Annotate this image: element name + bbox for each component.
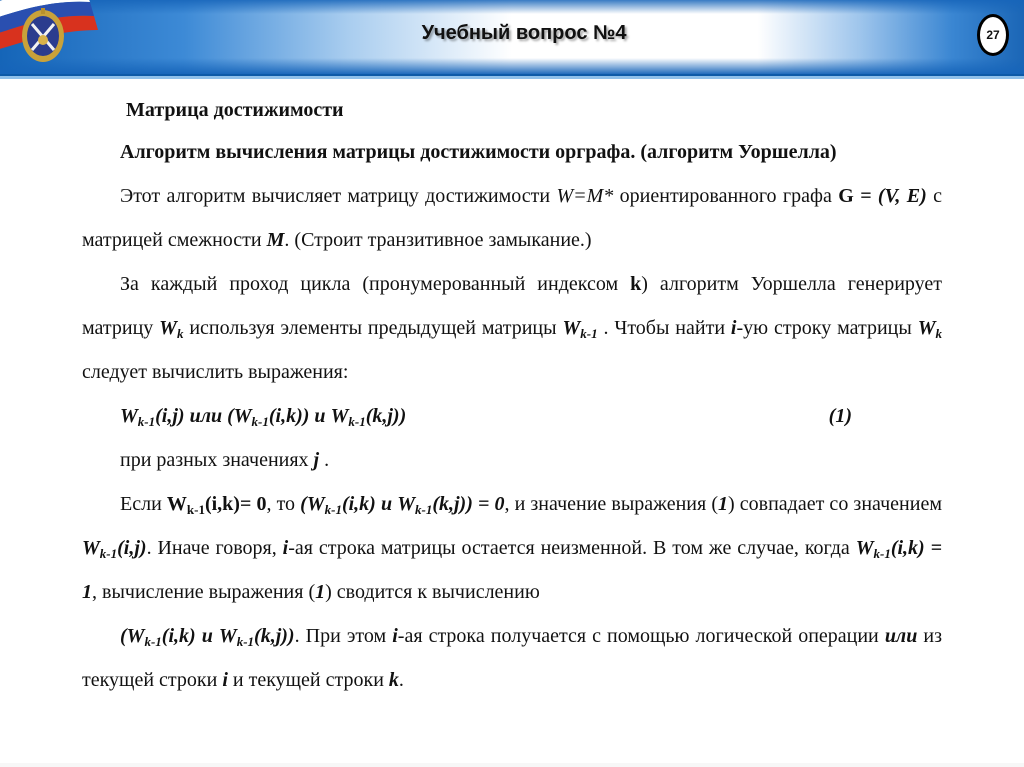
text: .: [319, 449, 330, 471]
text: ориентированного графа: [613, 185, 839, 207]
subscript: k-1: [348, 414, 366, 429]
formula-part: (i,k)) и: [268, 405, 331, 427]
formula-part: (W: [300, 493, 325, 515]
subscript: k-1: [580, 326, 598, 341]
formula-part: (i,j): [117, 537, 147, 559]
subscript: k-1: [324, 502, 342, 517]
slide-header: [0, 0, 1024, 74]
formula-1: [82, 394, 942, 438]
subscript: k-1: [186, 502, 205, 517]
formula-part: (k,j)) = 0: [432, 493, 505, 515]
text: из текущей строки: [82, 625, 942, 691]
paragraph-1: [82, 174, 942, 262]
formula: k: [630, 273, 642, 295]
algorithm-title: [82, 130, 942, 174]
formula: [300, 493, 504, 515]
algorithm-title-rest: . (алгоритм Уоршелла): [630, 141, 837, 163]
formula: G: [838, 185, 854, 207]
slide-content: [82, 90, 942, 702]
page-number-badge: [977, 14, 1009, 56]
text: . Чтобы найти: [597, 317, 731, 339]
subscript: k-1: [414, 502, 433, 517]
subscript: k-1: [251, 414, 269, 429]
paragraph-4: [82, 482, 942, 614]
formula: [82, 537, 147, 559]
text: -ую строку матрицы: [736, 317, 918, 339]
paragraph-3: [82, 438, 942, 482]
symbol: W: [917, 317, 936, 339]
formula-number: (1): [828, 405, 852, 427]
text: . При этом: [294, 625, 393, 647]
formula: i: [392, 625, 398, 647]
paragraph-2: [82, 262, 942, 394]
formula: [120, 625, 295, 647]
text: , то: [266, 493, 301, 515]
subscript: k-1: [144, 634, 162, 649]
formula: i: [282, 537, 289, 559]
formula: j: [313, 449, 320, 471]
paragraph-5: [82, 614, 942, 702]
formula: W=M*: [556, 185, 614, 207]
formula-part: (i,j) или (: [155, 405, 234, 427]
subscript: k-1: [99, 546, 118, 561]
symbol: W: [120, 405, 138, 427]
formula-part: (k,j)): [254, 625, 295, 647]
symbol: W: [562, 317, 581, 339]
text: Если: [120, 493, 167, 515]
formula: [167, 493, 267, 515]
text: Этот алгоритм вычисляет матрицу достижимости: [120, 185, 557, 207]
text: при разных значениях: [120, 449, 314, 471]
formula: [918, 317, 942, 339]
formula: 1: [315, 581, 326, 603]
page-number: 27: [986, 28, 1000, 42]
text: с матрицей смежности: [82, 185, 942, 251]
text: -ая строка получается с помощью логической операции: [397, 625, 885, 647]
formula: 1: [717, 493, 728, 515]
symbol: W: [855, 537, 874, 559]
text: . (Строит транзитивное замыкание.): [284, 229, 592, 251]
symbol: W: [82, 537, 100, 559]
formula-part: (i,k) и W: [341, 493, 415, 515]
symbol: W: [233, 405, 252, 427]
header-divider: [0, 74, 1024, 79]
text: следует вычислить выражения:: [82, 361, 349, 383]
algorithm-title-bold: Алгоритм вычисления матрицы достижимости орграфа: [120, 141, 631, 163]
formula: i: [222, 669, 228, 691]
formula-part: (i,k)= 0: [204, 493, 267, 515]
formula-part: (i,k) и W: [161, 625, 237, 647]
text: , вычисление выражения (: [92, 581, 316, 603]
formula-part: (i,k) = 1: [82, 537, 943, 603]
subscript: k: [176, 326, 184, 341]
symbol: W: [159, 317, 177, 339]
subscript: k: [935, 326, 942, 341]
formula-part: (W: [120, 625, 145, 647]
formula: = (V, E): [853, 185, 927, 207]
formula: k: [388, 669, 399, 691]
text: -ая строка матрицы остается неизменной. В том же случае, когда: [288, 537, 856, 559]
subscript: k-1: [137, 414, 156, 429]
formula: или: [884, 625, 918, 647]
formula-part: (k,j)): [365, 405, 407, 427]
text: , и значение выражения (: [504, 493, 718, 515]
subscript: k-1: [236, 634, 255, 649]
formula: i: [730, 317, 737, 339]
text: . Иначе говоря,: [146, 537, 283, 559]
formula: [562, 317, 597, 339]
symbol: W: [330, 405, 349, 427]
section-subtitle: Матрица достижимости: [126, 99, 344, 121]
subscript: k-1: [873, 546, 891, 561]
text: используя элементы предыдущей матрицы: [183, 317, 563, 339]
formula: M: [266, 229, 285, 251]
symbol: W: [166, 493, 187, 515]
text: и текущей строки: [227, 669, 389, 691]
formula: [159, 317, 183, 339]
text: ) алгоритм Уоршелла генерирует матрицу: [82, 273, 942, 339]
formula-expression: [120, 394, 406, 438]
slide-title: Учебный вопрос №4: [421, 22, 627, 44]
text: ) совпадает со значением: [727, 493, 942, 515]
text: За каждый проход цикла (пронумерованный индексом: [120, 273, 631, 295]
text: .: [398, 669, 404, 691]
slide-bottom-edge: [0, 763, 1024, 767]
text: ) сводится к вычислению: [325, 581, 540, 603]
